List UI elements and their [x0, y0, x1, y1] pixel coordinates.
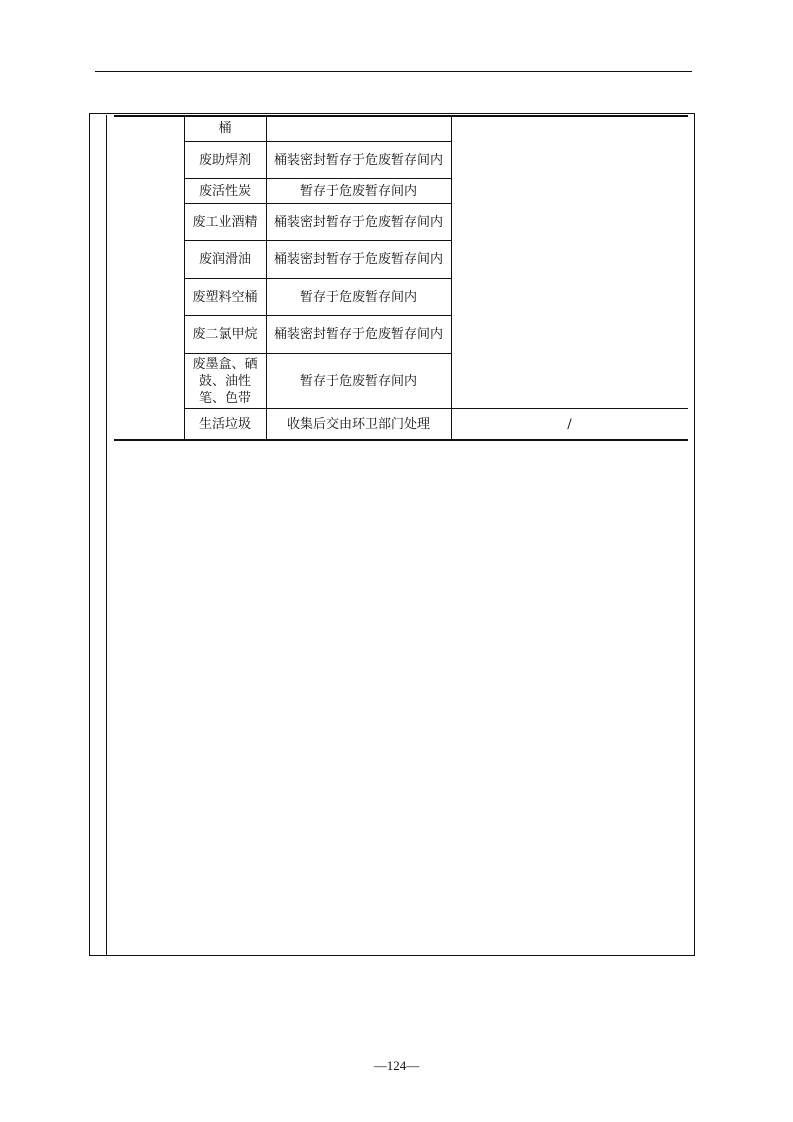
col-divider-3 [451, 115, 452, 439]
table-cell-method: 桶装密封暂存于危废暂存间内 [266, 240, 451, 278]
frame-inner-line [106, 115, 107, 956]
table-cell-method: 暂存于危废暂存间内 [266, 353, 451, 408]
table-cell-name: 桶 [218, 120, 232, 136]
table-cell-name: 废润滑油 [184, 240, 266, 278]
table-cell-name: 废工业酒精 [184, 203, 266, 240]
table-cell-method [266, 115, 451, 141]
table-cell-method: 桶装密封暂存于危废暂存间内 [266, 141, 451, 178]
table-cell-name: 废活性炭 [184, 178, 266, 203]
table-cell-note: / [451, 408, 688, 439]
table-cell-name: 废墨盒、硒鼓、油性笔、色带 [184, 353, 266, 408]
table-bottom-rule [114, 439, 688, 441]
table-cell-method: 暂存于危废暂存间内 [266, 178, 451, 203]
table-cell-name: 生活垃圾 [184, 408, 266, 439]
table-cell-method: 桶装密封暂存于危废暂存间内 [266, 203, 451, 240]
table-cell-name: 废塑料空桶 [184, 278, 266, 315]
table-cell-method: 桶装密封暂存于危废暂存间内 [266, 315, 451, 353]
table-cell-name: 废二氯甲烷 [184, 315, 266, 353]
table-cell-name: 废助焊剂 [184, 141, 266, 178]
table-cell-method: 暂存于危废暂存间内 [266, 278, 451, 315]
page-number: —124— [373, 1058, 420, 1073]
header-rule [95, 71, 692, 72]
table-cell-method: 收集后交由环卫部门处理 [266, 408, 451, 439]
